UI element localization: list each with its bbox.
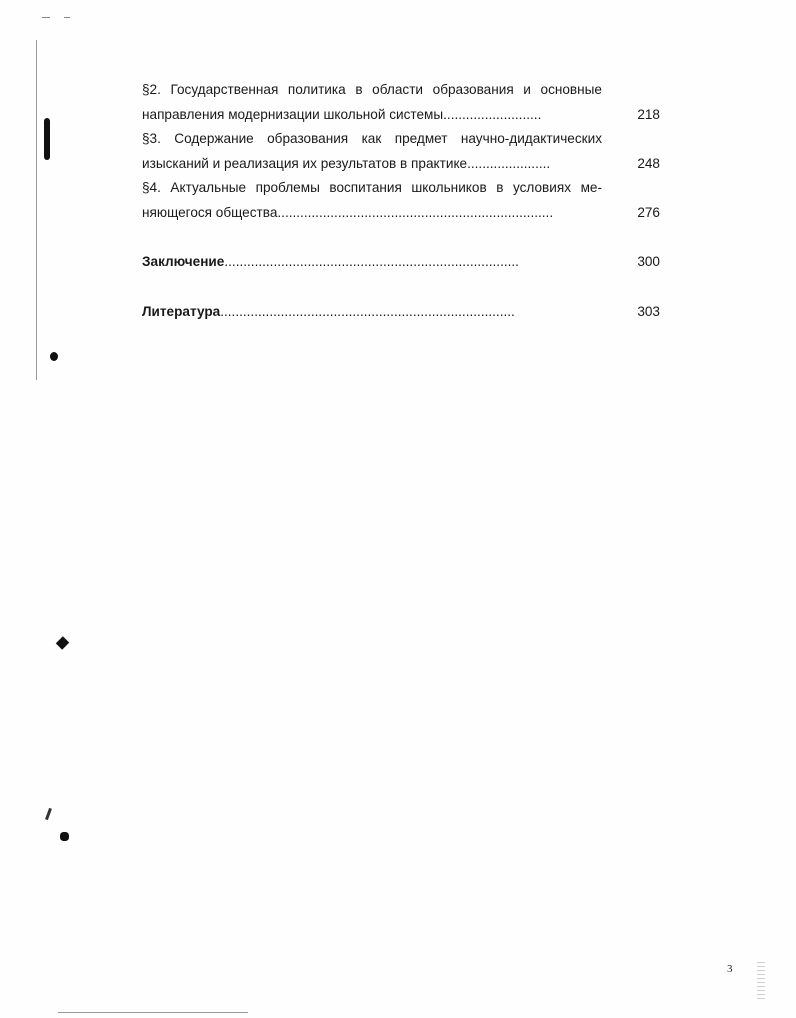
toc-entry-3-page: 248 — [637, 155, 660, 171]
scan-artifact-noise — [757, 962, 765, 1000]
scan-artifact-blot — [56, 636, 69, 649]
toc-conclusion-dots: .............................................................................. — [224, 254, 519, 269]
toc-conclusion — [142, 250, 662, 275]
toc-entry-line — [142, 152, 662, 177]
toc-entry-3-title-line1: §3. Содержание образования как предмет научно-дидактических — [142, 131, 602, 146]
scan-artifact-blot — [60, 832, 69, 841]
toc-entry-line — [142, 103, 662, 128]
toc-entry-2-page: 218 — [637, 106, 660, 122]
toc-entry-2-title-line2: направления модернизации школьной системы.......................... — [142, 106, 542, 122]
toc-literature — [142, 300, 662, 325]
toc-entry-line — [142, 127, 662, 152]
toc-entry-line — [142, 78, 662, 103]
toc-conclusion-page: 300 — [637, 254, 660, 269]
page-number: 3 — [727, 963, 733, 975]
toc-conclusion-label: Заключение — [142, 254, 225, 269]
toc-entry-4-title-line2: няющегося общества......................................................................... — [142, 204, 554, 220]
table-of-contents — [142, 78, 662, 324]
toc-entry-line — [142, 176, 662, 201]
scan-artifact-top-dash — [42, 17, 50, 18]
toc-spacer — [142, 275, 662, 300]
toc-literature-page: 303 — [637, 303, 660, 319]
toc-entry-3-title-line2: изысканий и реализация их результатов в практике...................... — [142, 155, 551, 171]
scan-artifact-blot — [44, 118, 50, 160]
toc-entry-2-title-line1: §2. Государственная политика в области образования и основные — [142, 82, 602, 97]
scan-artifact-top-dash — [64, 17, 70, 18]
scan-artifact-bottom-line — [58, 1012, 248, 1013]
toc-entry-line — [142, 201, 662, 226]
toc-literature-dots: .............................................................................. — [220, 303, 515, 319]
toc-literature-label: Литература — [142, 303, 221, 319]
toc-entry-4-page: 276 — [637, 204, 660, 220]
scan-artifact-blot — [50, 352, 58, 361]
scan-artifact-blot — [45, 808, 52, 820]
scan-artifact-margin-line — [36, 40, 37, 380]
toc-spacer — [142, 225, 662, 250]
toc-entry-4-title-line1: §4. Актуальные проблемы воспитания школьников в условиях ме- — [142, 180, 602, 195]
